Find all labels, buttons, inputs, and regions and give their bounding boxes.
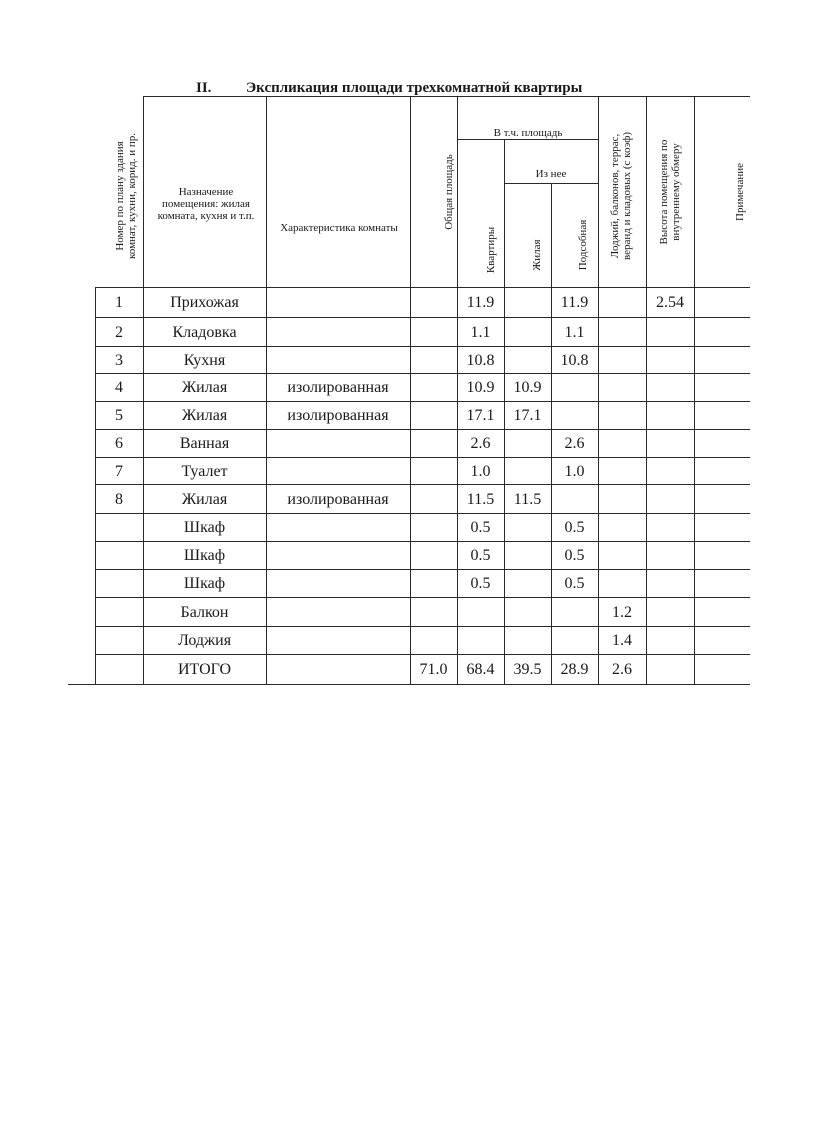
cell-living: 39.5 <box>513 661 542 678</box>
subgroup-rule <box>504 183 598 184</box>
cell-note <box>694 515 750 541</box>
cell-apt: 2.6 <box>470 435 491 452</box>
cell-aux: 1.1 <box>564 323 585 341</box>
row-rule <box>95 373 750 374</box>
cell-aux: 10.8 <box>560 351 589 369</box>
cell-total: 71.0 <box>419 661 448 678</box>
cell-apt <box>457 600 504 626</box>
cell-living <box>504 459 551 485</box>
column-rule <box>504 139 505 684</box>
cell-loggia <box>598 571 646 597</box>
cell-note <box>694 600 750 626</box>
cell-height <box>646 571 694 597</box>
cell-loggia <box>598 431 646 457</box>
cell-char <box>266 571 410 597</box>
cell-name: Ванная <box>179 435 230 452</box>
row-rule <box>95 401 750 402</box>
cell-living <box>504 515 551 541</box>
cell-num: 5 <box>115 407 123 424</box>
cell-char: изолированная <box>287 490 389 508</box>
cell-char <box>266 657 410 683</box>
cell-num: 8 <box>115 490 123 508</box>
cell-apt: 10.9 <box>466 379 495 396</box>
cell-name: Кухня <box>183 351 226 369</box>
cell-aux <box>551 628 598 654</box>
cell-total <box>410 375 457 401</box>
cell-living <box>504 320 551 346</box>
cell-name: Туалет <box>181 462 228 480</box>
cell-height <box>646 431 694 457</box>
cell-name: Прихожая <box>170 294 239 311</box>
page-title <box>196 80 582 97</box>
cell-loggia <box>598 515 646 541</box>
cell-num: 7 <box>115 462 123 480</box>
cell-living <box>504 431 551 457</box>
cell-height <box>646 628 694 654</box>
row-rule <box>95 429 750 430</box>
cell-loggia <box>598 487 646 513</box>
cell-name: Шкаф <box>183 547 226 564</box>
cell-loggia <box>598 348 646 374</box>
cell-note <box>694 431 750 457</box>
header-of-it: Из нее <box>535 168 567 180</box>
cell-note <box>694 628 750 654</box>
column-rule <box>410 96 411 684</box>
cell-aux <box>551 375 598 401</box>
cell-num <box>95 543 143 569</box>
cell-name: Жилая <box>181 379 228 396</box>
header-apartment: Квартиры <box>485 226 497 274</box>
cell-char <box>266 431 410 457</box>
column-rule <box>266 96 267 684</box>
cell-total <box>410 487 457 513</box>
header-note: Примечание <box>734 163 746 221</box>
cell-apt: 0.5 <box>470 575 491 592</box>
header-bottom-rule <box>95 287 750 288</box>
cell-aux <box>551 403 598 429</box>
column-rule <box>551 183 552 684</box>
cell-apt: 0.5 <box>470 519 491 536</box>
cell-aux: 2.6 <box>564 435 585 452</box>
cell-apt: 11.5 <box>466 490 495 508</box>
cell-apt: 68.4 <box>466 661 495 678</box>
cell-apt: 11.9 <box>466 294 495 311</box>
cell-num: 6 <box>115 435 123 452</box>
cell-num <box>95 628 143 654</box>
cell-aux <box>551 487 598 513</box>
cell-apt: 1.0 <box>470 462 491 480</box>
cell-note <box>694 320 750 346</box>
cell-total <box>410 628 457 654</box>
cell-aux: 1.0 <box>564 462 585 480</box>
column-rule <box>694 96 695 684</box>
cell-living <box>504 628 551 654</box>
section-number: II. <box>196 80 212 96</box>
cell-loggia <box>598 290 646 316</box>
cell-living: 10.9 <box>513 379 542 396</box>
header-total-area: Общая площадь <box>443 154 455 230</box>
cell-living: 17.1 <box>513 407 542 424</box>
header-loggia: Лоджий, балконов, террас, веранд и кладовых (с коэф) <box>609 131 633 261</box>
row-rule <box>95 346 750 347</box>
header-room-number: Номер по плану здания комнат, кухни, корид. и пр. <box>114 132 138 260</box>
cell-total <box>410 290 457 316</box>
cell-note <box>694 657 750 683</box>
cell-note <box>694 375 750 401</box>
row-rule <box>95 457 750 458</box>
cell-char <box>266 459 410 485</box>
cell-height: 2.54 <box>656 294 684 311</box>
cell-num <box>95 600 143 626</box>
cell-height <box>646 403 694 429</box>
cell-note <box>694 403 750 429</box>
cell-height <box>646 600 694 626</box>
cell-aux: 0.5 <box>564 575 585 592</box>
cell-char: изолированная <box>287 379 389 396</box>
cell-note <box>694 487 750 513</box>
cell-apt: 17.1 <box>466 407 495 424</box>
cell-name: Жилая <box>181 490 228 508</box>
cell-loggia: 2.6 <box>612 661 632 678</box>
cell-char <box>266 543 410 569</box>
cell-num <box>95 571 143 597</box>
column-rule <box>598 96 599 684</box>
cell-apt: 10.8 <box>466 351 495 369</box>
cell-name: Шкаф <box>183 575 226 592</box>
cell-num <box>95 515 143 541</box>
cell-height <box>646 459 694 485</box>
column-rule <box>646 96 647 684</box>
row-rule <box>95 626 750 627</box>
cell-living: 11.5 <box>513 490 542 508</box>
section-title: Экспликация площади трехкомнатной квартиры <box>246 80 583 96</box>
cell-apt <box>457 628 504 654</box>
cell-char <box>266 600 410 626</box>
table-bottom-rule <box>68 684 750 685</box>
cell-living <box>504 571 551 597</box>
cell-note <box>694 459 750 485</box>
row-rule <box>95 541 750 542</box>
cell-note <box>694 290 750 316</box>
cell-num: 3 <box>115 351 123 369</box>
cell-char <box>266 515 410 541</box>
cell-living <box>504 348 551 374</box>
cell-apt: 1.1 <box>470 323 491 341</box>
column-rule <box>143 96 144 684</box>
cell-name: Жилая <box>181 407 228 424</box>
cell-height <box>646 375 694 401</box>
cell-aux: 0.5 <box>564 547 585 564</box>
cell-total <box>410 515 457 541</box>
row-rule <box>95 569 750 570</box>
row-rule <box>95 597 750 598</box>
cell-char <box>266 290 410 316</box>
cell-living <box>504 290 551 316</box>
cell-height <box>646 515 694 541</box>
cell-total <box>410 600 457 626</box>
cell-loggia <box>598 375 646 401</box>
header-including-area: В т.ч. площадь <box>493 127 563 139</box>
header-characteristic: Характеристика комнаты <box>280 222 398 234</box>
header-auxiliary: Подсобная <box>577 219 589 271</box>
cell-total <box>410 348 457 374</box>
cell-char <box>266 628 410 654</box>
cell-aux <box>551 600 598 626</box>
cell-num: 2 <box>115 323 123 341</box>
header-height: Высота помещения по внутреннему обмеру <box>658 139 682 245</box>
header-purpose: Назначение помещения: жилая комната, кухня и т.п. <box>157 186 255 222</box>
cell-height <box>646 657 694 683</box>
cell-num: 1 <box>115 294 123 311</box>
cell-aux: 11.9 <box>560 294 589 311</box>
cell-height <box>646 320 694 346</box>
cell-total <box>410 403 457 429</box>
cell-total <box>410 431 457 457</box>
cell-aux: 0.5 <box>564 519 585 536</box>
cell-total <box>410 459 457 485</box>
cell-loggia <box>598 320 646 346</box>
column-rule <box>457 96 458 684</box>
cell-num <box>95 657 143 683</box>
cell-loggia <box>598 459 646 485</box>
cell-height <box>646 543 694 569</box>
cell-height <box>646 348 694 374</box>
cell-char: изолированная <box>287 407 389 424</box>
group-rule <box>457 139 598 140</box>
cell-char <box>266 320 410 346</box>
row-rule <box>95 513 750 514</box>
header-living: Жилая <box>531 239 543 271</box>
column-rule <box>95 287 96 684</box>
cell-apt: 0.5 <box>470 547 491 564</box>
cell-living <box>504 600 551 626</box>
cell-total <box>410 571 457 597</box>
cell-total <box>410 543 457 569</box>
cell-name: Лоджия <box>177 632 232 649</box>
cell-loggia: 1.4 <box>612 632 632 649</box>
cell-loggia: 1.2 <box>612 603 632 621</box>
cell-char <box>266 348 410 374</box>
cell-note <box>694 571 750 597</box>
row-rule <box>95 317 750 318</box>
cell-name: Балкон <box>180 603 229 621</box>
cell-name: Кладовка <box>172 323 237 341</box>
cell-loggia <box>598 403 646 429</box>
cell-note <box>694 348 750 374</box>
cell-aux: 28.9 <box>560 661 589 678</box>
cell-num: 4 <box>115 379 123 396</box>
cell-name: ИТОГО <box>177 661 232 678</box>
cell-total <box>410 320 457 346</box>
cell-height <box>646 487 694 513</box>
cell-living <box>504 543 551 569</box>
cell-name: Шкаф <box>183 519 226 536</box>
row-rule <box>95 484 750 485</box>
cell-note <box>694 543 750 569</box>
cell-loggia <box>598 543 646 569</box>
row-rule <box>95 654 750 655</box>
